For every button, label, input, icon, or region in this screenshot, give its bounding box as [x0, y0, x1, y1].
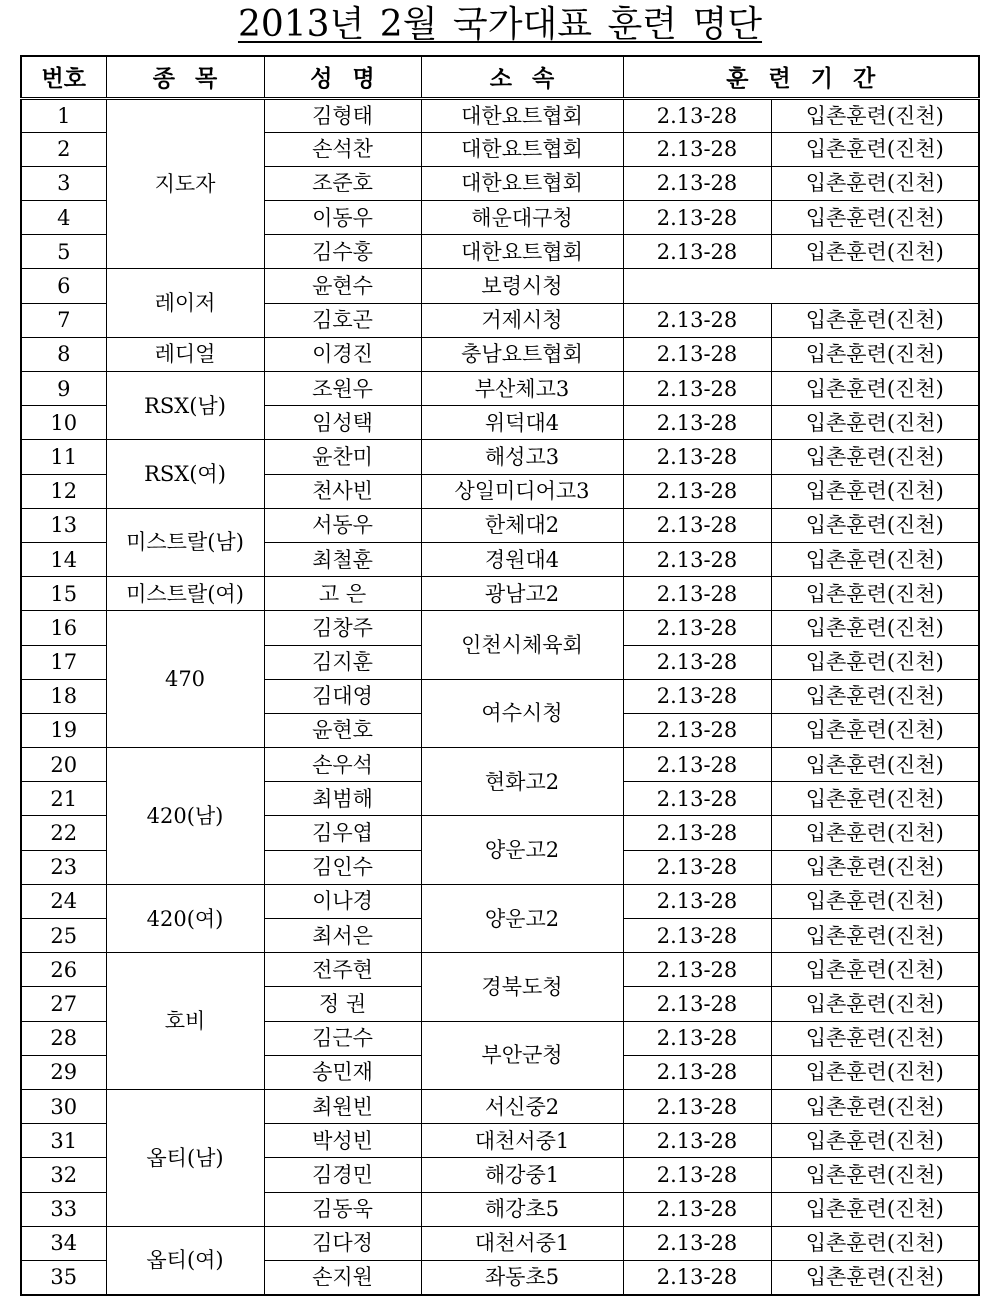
place-cell: 입촌훈련(진천) — [771, 1089, 979, 1123]
place-cell: 입촌훈련(진천) — [771, 166, 979, 200]
name-cell: 김호곤 — [264, 303, 421, 337]
name-cell: 최원빈 — [264, 1089, 421, 1123]
row-number-cell: 22 — [21, 816, 106, 850]
table-row — [21, 98, 979, 132]
place-cell: 입촌훈련(진천) — [771, 679, 979, 713]
row-number-cell: 25 — [21, 919, 106, 953]
row-number-cell: 2 — [21, 132, 106, 166]
event-cell: 지도자 — [106, 98, 264, 269]
row-number-cell: 13 — [21, 508, 106, 542]
row-number-cell: 15 — [21, 577, 106, 611]
affiliation-cell: 경북도청 — [421, 953, 623, 1021]
name-cell: 천사빈 — [264, 474, 421, 508]
affiliation-cell: 광남고2 — [421, 577, 623, 611]
row-number-cell: 19 — [21, 713, 106, 747]
period-cell: 2.13-28 — [623, 577, 771, 611]
place-cell: 입촌훈련(진천) — [771, 1226, 979, 1260]
table-row — [21, 337, 979, 371]
table-body — [21, 98, 979, 1295]
row-number-cell: 28 — [21, 1021, 106, 1055]
period-cell: 2.13-28 — [623, 748, 771, 782]
affiliation-cell: 거제시청 — [421, 303, 623, 337]
place-cell: 입촌훈련(진천) — [771, 474, 979, 508]
place-cell: 입촌훈련(진천) — [771, 816, 979, 850]
row-number-cell: 12 — [21, 474, 106, 508]
affiliation-cell: 서신중2 — [421, 1089, 623, 1123]
affiliation-cell: 좌동초5 — [421, 1260, 623, 1294]
affiliation-cell: 해운대구청 — [421, 201, 623, 235]
period-cell: 2.13-28 — [623, 850, 771, 884]
row-number-cell: 10 — [21, 406, 106, 440]
event-cell: RSX(남) — [106, 372, 264, 440]
row-number-cell: 20 — [21, 748, 106, 782]
period-cell: 2.13-28 — [623, 1089, 771, 1123]
period-cell: 2.13-28 — [623, 1192, 771, 1226]
period-cell: 2.13-28 — [623, 987, 771, 1021]
affiliation-cell: 해성고3 — [421, 440, 623, 474]
header-name: 성 명 — [264, 56, 421, 98]
place-cell: 입촌훈련(진천) — [771, 1055, 979, 1089]
affiliation-cell: 여수시청 — [421, 679, 623, 747]
name-cell: 이경진 — [264, 337, 421, 371]
name-cell: 윤현호 — [264, 713, 421, 747]
affiliation-cell: 대한요트협회 — [421, 98, 623, 132]
period-cell: 2.13-28 — [623, 645, 771, 679]
event-cell: 470 — [106, 611, 264, 748]
name-cell: 윤현수 — [264, 269, 421, 303]
document-title — [0, 3, 1000, 47]
period-cell: 2.13-28 — [623, 406, 771, 440]
name-cell: 조준호 — [264, 166, 421, 200]
place-cell: 입촌훈련(진천) — [771, 1124, 979, 1158]
row-number-cell: 35 — [21, 1260, 106, 1294]
name-cell: 전주현 — [264, 953, 421, 987]
table-row — [21, 372, 979, 406]
event-cell: 레이저 — [106, 269, 264, 337]
affiliation-cell: 한체대2 — [421, 508, 623, 542]
table-row — [21, 884, 979, 918]
name-cell: 고 은 — [264, 577, 421, 611]
event-cell: RSX(여) — [106, 440, 264, 508]
name-cell: 박성빈 — [264, 1124, 421, 1158]
table-header — [21, 56, 979, 98]
name-cell: 김수홍 — [264, 235, 421, 269]
row-number-cell: 18 — [21, 679, 106, 713]
name-cell: 조원우 — [264, 372, 421, 406]
header-affiliation: 소 속 — [421, 56, 623, 98]
row-number-cell: 32 — [21, 1158, 106, 1192]
place-cell: 입촌훈련(진천) — [771, 953, 979, 987]
place-cell: 입촌훈련(진천) — [771, 850, 979, 884]
table-row — [21, 611, 979, 645]
name-cell: 최서은 — [264, 919, 421, 953]
event-cell: 420(남) — [106, 748, 264, 885]
row-number-cell: 3 — [21, 166, 106, 200]
event-cell: 레디얼 — [106, 337, 264, 371]
event-cell: 옵티(여) — [106, 1226, 264, 1294]
affiliation-cell: 대천서중1 — [421, 1226, 623, 1260]
place-cell: 입촌훈련(진천) — [771, 440, 979, 474]
period-cell: 2.13-28 — [623, 440, 771, 474]
period-cell: 2.13-28 — [623, 372, 771, 406]
period-cell: 2.13-28 — [623, 508, 771, 542]
place-cell: 입촌훈련(진천) — [771, 748, 979, 782]
affiliation-cell: 대한요트협회 — [421, 132, 623, 166]
affiliation-cell: 현화고2 — [421, 748, 623, 816]
place-cell: 입촌훈련(진천) — [771, 1260, 979, 1294]
name-cell: 이나경 — [264, 884, 421, 918]
name-cell: 서동우 — [264, 508, 421, 542]
event-cell: 미스트랄(남) — [106, 508, 264, 576]
period-cell: 2.13-28 — [623, 1260, 771, 1294]
period-cell: 2.13-28 — [623, 713, 771, 747]
row-number-cell: 8 — [21, 337, 106, 371]
table-row — [21, 440, 979, 474]
place-cell: 입촌훈련(진천) — [771, 372, 979, 406]
place-cell: 입촌훈련(진천) — [771, 884, 979, 918]
header-number: 번호 — [21, 56, 106, 98]
place-cell: 입촌훈련(진천) — [771, 919, 979, 953]
name-cell: 김창주 — [264, 611, 421, 645]
period-cell: 2.13-28 — [623, 474, 771, 508]
period-cell: 2.13-28 — [623, 1226, 771, 1260]
place-cell: 입촌훈련(진천) — [771, 201, 979, 235]
place-cell: 입촌훈련(진천) — [771, 782, 979, 816]
period-cell: 2.13-28 — [623, 337, 771, 371]
row-number-cell: 14 — [21, 542, 106, 576]
period-cell: 2.13-28 — [623, 816, 771, 850]
place-cell: 입촌훈련(진천) — [771, 508, 979, 542]
row-number-cell: 9 — [21, 372, 106, 406]
period-cell: 2.13-28 — [623, 611, 771, 645]
name-cell: 손석찬 — [264, 132, 421, 166]
period-cell: 2.13-28 — [623, 98, 771, 132]
row-number-cell: 17 — [21, 645, 106, 679]
name-cell: 정 권 — [264, 987, 421, 1021]
period-cell: 2.13-28 — [623, 235, 771, 269]
table-row — [21, 748, 979, 782]
roster-table — [20, 55, 980, 1296]
event-cell: 420(여) — [106, 884, 264, 952]
affiliation-cell: 보령시청 — [421, 269, 623, 303]
row-number-cell: 5 — [21, 235, 106, 269]
place-cell: 입촌훈련(진천) — [771, 542, 979, 576]
period-cell: 2.13-28 — [623, 201, 771, 235]
place-cell: 입촌훈련(진천) — [771, 987, 979, 1021]
row-number-cell: 11 — [21, 440, 106, 474]
table-row — [21, 577, 979, 611]
header-event: 종 목 — [106, 56, 264, 98]
row-number-cell: 26 — [21, 953, 106, 987]
name-cell: 김경민 — [264, 1158, 421, 1192]
row-number-cell: 29 — [21, 1055, 106, 1089]
training-period-blank-cell — [623, 269, 979, 303]
place-cell: 입촌훈련(진천) — [771, 98, 979, 132]
period-cell: 2.13-28 — [623, 884, 771, 918]
name-cell: 김근수 — [264, 1021, 421, 1055]
row-number-cell: 21 — [21, 782, 106, 816]
affiliation-cell: 인천시체육회 — [421, 611, 623, 679]
name-cell: 김다정 — [264, 1226, 421, 1260]
row-number-cell: 31 — [21, 1124, 106, 1158]
place-cell: 입촌훈련(진천) — [771, 713, 979, 747]
period-cell: 2.13-28 — [623, 1158, 771, 1192]
affiliation-cell: 대한요트협회 — [421, 235, 623, 269]
table-row — [21, 1089, 979, 1123]
row-number-cell: 24 — [21, 884, 106, 918]
table-row — [21, 269, 979, 303]
row-number-cell: 33 — [21, 1192, 106, 1226]
name-cell: 김대영 — [264, 679, 421, 713]
name-cell: 김지훈 — [264, 645, 421, 679]
period-cell: 2.13-28 — [623, 782, 771, 816]
period-cell: 2.13-28 — [623, 132, 771, 166]
affiliation-cell: 충남요트협회 — [421, 337, 623, 371]
row-number-cell: 1 — [21, 98, 106, 132]
affiliation-cell: 부산체고3 — [421, 372, 623, 406]
event-cell: 미스트랄(여) — [106, 577, 264, 611]
name-cell: 김인수 — [264, 850, 421, 884]
name-cell: 임성택 — [264, 406, 421, 440]
name-cell: 최범해 — [264, 782, 421, 816]
row-number-cell: 23 — [21, 850, 106, 884]
row-number-cell: 6 — [21, 269, 106, 303]
name-cell: 송민재 — [264, 1055, 421, 1089]
place-cell: 입촌훈련(진천) — [771, 611, 979, 645]
period-cell: 2.13-28 — [623, 1124, 771, 1158]
name-cell: 손우석 — [264, 748, 421, 782]
name-cell: 이동우 — [264, 201, 421, 235]
place-cell: 입촌훈련(진천) — [771, 577, 979, 611]
name-cell: 최철훈 — [264, 542, 421, 576]
event-cell: 옵티(남) — [106, 1089, 264, 1226]
table-row — [21, 953, 979, 987]
table-row — [21, 1226, 979, 1260]
place-cell: 입촌훈련(진천) — [771, 406, 979, 440]
period-cell: 2.13-28 — [623, 953, 771, 987]
affiliation-cell: 양운고2 — [421, 884, 623, 952]
affiliation-cell: 위덕대4 — [421, 406, 623, 440]
affiliation-cell: 해강초5 — [421, 1192, 623, 1226]
header-row — [21, 56, 979, 98]
affiliation-cell: 양운고2 — [421, 816, 623, 884]
place-cell: 입촌훈련(진천) — [771, 303, 979, 337]
row-number-cell: 27 — [21, 987, 106, 1021]
name-cell: 김형태 — [264, 98, 421, 132]
table-row — [21, 508, 979, 542]
affiliation-cell: 해강중1 — [421, 1158, 623, 1192]
name-cell: 김우엽 — [264, 816, 421, 850]
place-cell: 입촌훈련(진천) — [771, 132, 979, 166]
place-cell: 입촌훈련(진천) — [771, 645, 979, 679]
affiliation-cell: 경원대4 — [421, 542, 623, 576]
header-training-period: 훈 련 기 간 — [623, 56, 979, 98]
period-cell: 2.13-28 — [623, 679, 771, 713]
row-number-cell: 7 — [21, 303, 106, 337]
period-cell: 2.13-28 — [623, 919, 771, 953]
period-cell: 2.13-28 — [623, 1055, 771, 1089]
period-cell: 2.13-28 — [623, 542, 771, 576]
place-cell: 입촌훈련(진천) — [771, 337, 979, 371]
period-cell: 2.13-28 — [623, 303, 771, 337]
row-number-cell: 30 — [21, 1089, 106, 1123]
affiliation-cell: 상일미디어고3 — [421, 474, 623, 508]
place-cell: 입촌훈련(진천) — [771, 1158, 979, 1192]
name-cell: 손지원 — [264, 1260, 421, 1294]
name-cell: 김동욱 — [264, 1192, 421, 1226]
row-number-cell: 34 — [21, 1226, 106, 1260]
event-cell: 호비 — [106, 953, 264, 1090]
affiliation-cell: 대천서중1 — [421, 1124, 623, 1158]
name-cell: 윤찬미 — [264, 440, 421, 474]
place-cell: 입촌훈련(진천) — [771, 1021, 979, 1055]
period-cell: 2.13-28 — [623, 1021, 771, 1055]
row-number-cell: 16 — [21, 611, 106, 645]
document-title-text: 2013년 2월 국가대표 훈련 명단 — [237, 4, 763, 45]
place-cell: 입촌훈련(진천) — [771, 1192, 979, 1226]
row-number-cell: 4 — [21, 201, 106, 235]
period-cell: 2.13-28 — [623, 166, 771, 200]
affiliation-cell: 부안군청 — [421, 1021, 623, 1089]
affiliation-cell: 대한요트협회 — [421, 166, 623, 200]
place-cell: 입촌훈련(진천) — [771, 235, 979, 269]
